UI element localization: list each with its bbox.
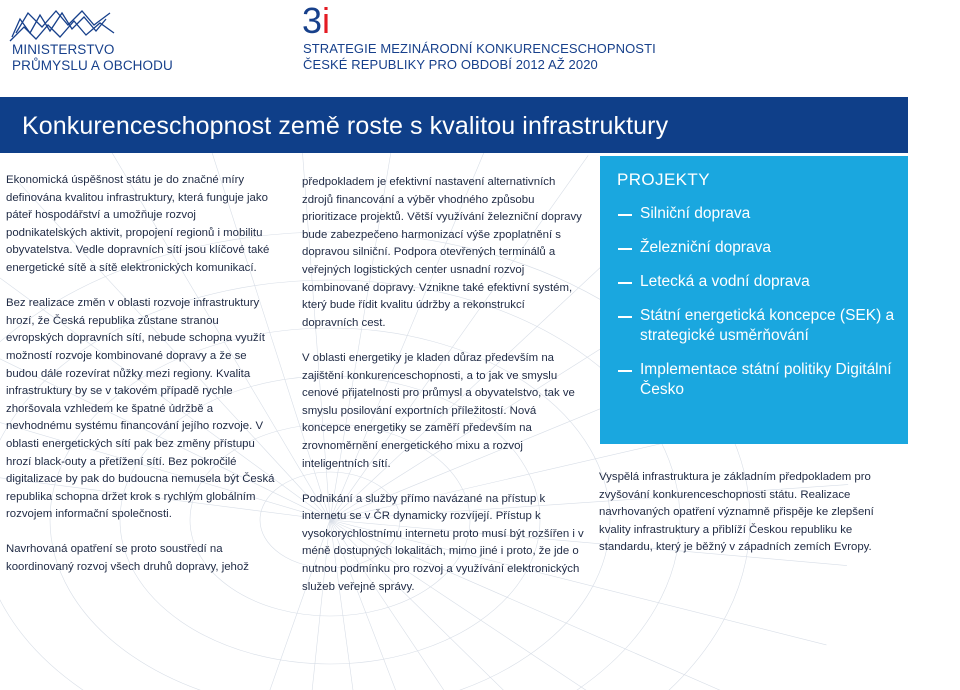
title-banner	[0, 97, 908, 153]
dash-icon	[618, 282, 632, 284]
dash-icon	[618, 214, 632, 216]
strategy-title-line2: ČESKÉ REPUBLIKY PRO OBDOBÍ 2012 AŽ 2020	[303, 57, 598, 72]
page-title: Konkurenceschopnost země roste s kvalitou infrastruktury	[22, 112, 669, 140]
left-text-column	[6, 172, 278, 594]
middle-paragraph-2: V oblasti energetiky je kladen důraz především na zajištění konkurenceschopnosti, a to jak ve smyslu cenové přijatelnosti pro průmysl a obyvatelstvo, tak ve smyslu posilování exportních příležitostí. Nová koncepce energetiky se zaměří především na zrovnoměrnění energetického mixu a rozvoj inteligentních sítí.	[302, 351, 575, 470]
strategy-title-line1: STRATEGIE MEZINÁRODNÍ KONKURENCESCHOPNOSTI	[303, 41, 656, 56]
project-label: Implementace státní politiky Digitální Česko	[640, 361, 892, 398]
dash-icon	[618, 370, 632, 372]
projects-heading: PROJEKTY	[617, 170, 710, 189]
project-item-air-water	[618, 272, 902, 292]
project-label: Letecká a vodní doprava	[640, 273, 810, 290]
ministry-emblem-icon	[6, 7, 126, 47]
middle-paragraph-1: předpokladem je efektivní nastavení alternativních zdrojů financování a výběr vhodného způsobu prioritizace projektů. Větší využívání železniční dopravy bude zabezpečeno harmonizací výše zpoplatnění s dopravou silniční. Podpora otevřených terminálů a veřejných logistických center usnadní rozvoj kombinované dopravy. Vznikne také efektivní systém, který bude řídit kvalitu údržby a rekonstrukcí dopravních cest.	[302, 176, 582, 329]
dash-icon	[618, 316, 632, 318]
ministry-name-line2: PRŮMYSLU A OBCHODU	[12, 58, 173, 73]
project-label: Silniční doprava	[640, 205, 751, 222]
project-label: Železniční doprava	[640, 239, 771, 256]
left-paragraph-1: Ekonomická úspěšnost státu je do značné míry definována kvalitou infrastruktury, která funguje jako páteř hospodářství a umožňuje rozvoj podnikatelských aktivit, propojení regionů i mobilitu obyvatelstva. Vedle dopravních sítí jsou klíčové také energetické sítě a sítě elektronických komunikací.	[6, 174, 270, 274]
projects-panel	[600, 156, 908, 444]
right-paragraph-1: Vyspělá infrastruktura je základním předpokladem pro zvyšování konkurenceschopnosti státu. Realizace navrhovaných opatření významně přispěje ke zlepšení kvality infrastruktury a přiblíží Českou republiku ke standardu, který je běžný v západních zemích Evropy.	[599, 471, 874, 554]
project-item-rail	[618, 238, 902, 258]
brand-letter: i	[322, 0, 331, 41]
left-paragraph-3: Navrhovaná opatření se proto soustředí na koordinovaný rozvoj všech druhů dopravy, jehož	[6, 543, 249, 574]
ministry-logo	[6, 7, 176, 71]
brand-number: 3	[302, 0, 323, 41]
projects-list	[618, 204, 902, 414]
left-paragraph-2: Bez realizace změn v oblasti rozvoje infrastruktury hrozí, že Česká republika zůstane stranou evropských dopravních sítí, nebude schopna využít možností rozvoje kombinované dopravy a že se budou dále rozevírat nůžky mezi regiony. Kvalita infrastruktury by se v takovém případě rychle zhoršovala vzhledem ke špatné údržbě a nevhodnému systému financování jejího rozvoje. V oblasti energetických sítí pak bez změny přístupu hrozí black-outy a přetížení sítí. Bez pokročilé digitalizace by pak do budoucna nemusela být Česká republika schopna držet krok s rychlým globálním rozvojem informační společnosti.	[6, 297, 275, 521]
brand-3i-logo	[302, 1, 330, 41]
project-item-energy-concept	[618, 306, 902, 346]
ministry-name-line1: MINISTERSTVO	[12, 42, 115, 57]
project-item-digital-czechia	[618, 360, 902, 400]
right-text-column	[599, 469, 881, 575]
dash-icon	[618, 248, 632, 250]
middle-text-column	[302, 174, 584, 614]
middle-paragraph-3: Podnikání a služby přímo navázané na přístup k internetu se v ČR dynamicky rozvíjejí. Přístup k vysokorychlostnímu internetu proto musí být rozšířen i v méně dostupných lokalitách, mimo jiné i proto, že jde o nutnou podmínku pro rozvoj a využívání elektronických služeb veřejné správy.	[302, 492, 584, 593]
project-label: Státní energetická koncepce (SEK) a strategické usměrňování	[640, 307, 895, 344]
project-item-road	[618, 204, 902, 224]
